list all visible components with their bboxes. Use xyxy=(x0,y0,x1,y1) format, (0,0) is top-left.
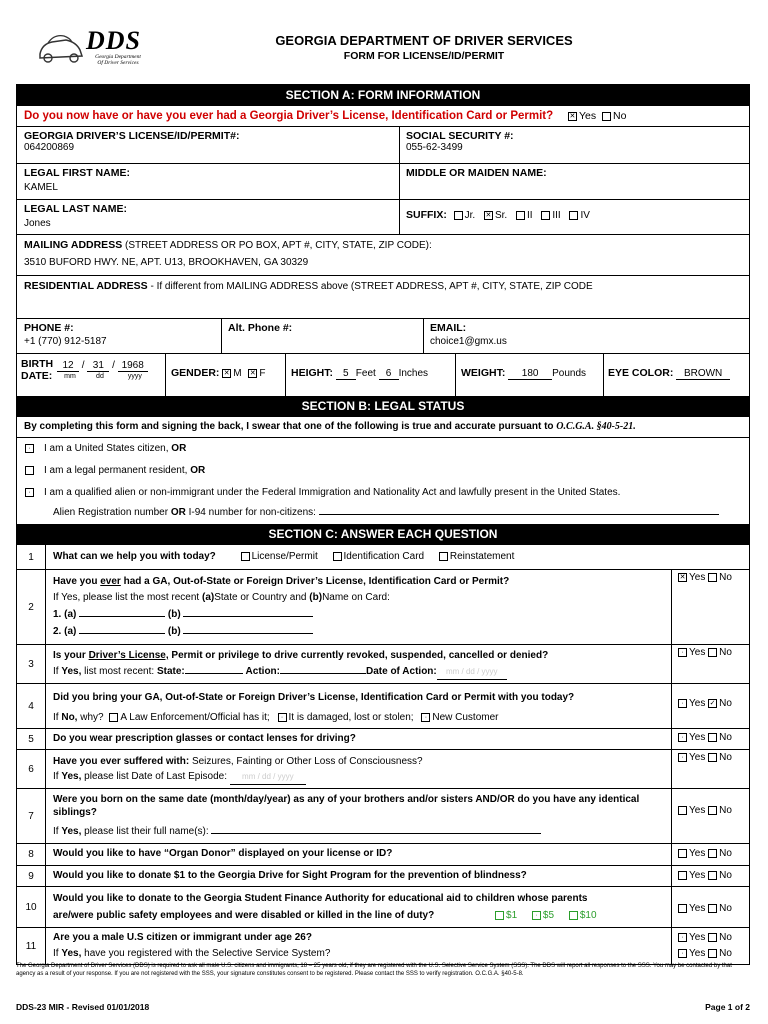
identification-card-checkbox[interactable] xyxy=(333,552,342,561)
first-name-label: LEGAL FIRST NAME: xyxy=(24,167,130,179)
question-10: 10 Would you like to donate to the Georgia Student Finance Authority for educational aid to children whose parents are/were public safety employees and were disabled or killed in the line of duty? $1 · $5 $10 Yes No xyxy=(17,886,749,927)
birth-yyyy[interactable]: 1968 xyxy=(118,360,148,372)
alt-phone-label: Alt. Phone #: xyxy=(228,322,293,334)
question-5 xyxy=(17,728,749,749)
suffix-ii-label: II xyxy=(526,210,533,221)
page-number: Page 1 of 2 xyxy=(705,1002,750,1012)
suffix-iv-checkbox[interactable] xyxy=(569,211,578,220)
suffix-sr-checkbox[interactable]: ✕ xyxy=(485,211,492,219)
phone-label: PHONE #: xyxy=(24,322,74,334)
question-9 xyxy=(17,865,749,886)
alien-registration-label: Alien Registration number xyxy=(53,507,169,518)
q7-no-checkbox[interactable] xyxy=(708,806,717,815)
qualified-alien-option[interactable]: · I am a qualified alien or non-immigrant under the Federal Immigration and Nationality Act and lawfully present in the United States. xyxy=(25,482,749,504)
q7-yes-checkbox[interactable] xyxy=(678,806,687,815)
page-title: GEORGIA DEPARTMENT OF DRIVER SERVICES xyxy=(275,33,573,48)
feet-label: Feet xyxy=(355,368,376,379)
question-8 xyxy=(17,843,749,865)
q11b-no-checkbox[interactable] xyxy=(708,949,717,958)
question-8-answer: Yes No xyxy=(671,844,749,865)
email-field[interactable]: choice1@gmx.us xyxy=(430,336,507,347)
legal-status-options xyxy=(17,437,749,504)
q5-no-checkbox[interactable] xyxy=(708,733,717,742)
q8-no-checkbox[interactable] xyxy=(708,849,717,858)
gender-f-checkbox[interactable]: ✕ xyxy=(249,369,256,377)
ocga-reference: O.C.G.A. §40-5-21. xyxy=(556,421,636,432)
reinstatement-checkbox[interactable] xyxy=(439,552,448,561)
us-citizen-option[interactable]: · I am a United States citizen, OR xyxy=(25,438,749,460)
question-number: 10 xyxy=(17,887,46,927)
dd-hint: dd xyxy=(96,373,104,380)
q4-law-enforcement-checkbox[interactable] xyxy=(109,713,118,722)
question-number: 4 xyxy=(17,684,46,728)
us-citizen-checkbox[interactable]: · xyxy=(25,444,34,453)
q4-damaged-checkbox[interactable]: · xyxy=(278,713,287,722)
weight-label: WEIGHT: xyxy=(461,367,506,379)
q3-state-field[interactable] xyxy=(185,663,243,674)
last-name-field[interactable]: Jones xyxy=(24,218,51,229)
q2-no-checkbox[interactable] xyxy=(708,573,717,582)
logo-text: DDS xyxy=(86,26,142,55)
physical-row xyxy=(17,353,749,396)
ga-license-question-text: Do you now have or have you ever had a Georgia Driver’s License, Identification Card or Permit? xyxy=(24,110,554,122)
page-subtitle: FORM FOR LICENSE/ID/PERMIT xyxy=(343,50,505,62)
height-label: HEIGHT: xyxy=(291,367,333,379)
suffix-ii-checkbox[interactable] xyxy=(516,211,525,220)
q4-yes-checkbox[interactable]: · xyxy=(678,699,687,708)
suffix-iii-checkbox[interactable] xyxy=(541,211,550,220)
page-footer xyxy=(16,1002,750,1012)
logo-subtitle: Georgia Department Of Driver Services xyxy=(95,54,141,66)
gender-f-label: F xyxy=(259,368,266,379)
question-number: 3 xyxy=(17,645,46,683)
q2-yes-checkbox[interactable]: ✕ xyxy=(679,573,686,581)
inches-label: Inches xyxy=(398,368,429,379)
q9-yes-checkbox[interactable] xyxy=(678,871,687,880)
qualified-alien-checkbox[interactable]: · xyxy=(25,488,34,497)
height-inches-field[interactable]: 6 xyxy=(379,368,399,380)
mailing-address-row xyxy=(17,234,749,275)
question-11: 11 Are you a male U.S citizen or immigrant under age 26? If Yes, have you registered with the Selective Service System? · Yes No · Yes No xyxy=(17,927,749,964)
question-5-answer: · Yes No xyxy=(671,729,749,749)
question-number: 8 xyxy=(17,844,46,865)
question-number: 7 xyxy=(17,789,46,843)
donate-10-checkbox[interactable] xyxy=(569,911,578,920)
q2-line2-a-field[interactable] xyxy=(79,623,165,634)
question-number: 6 xyxy=(17,750,46,788)
question-7: 7 Were you born on the same date (month/day/year) as any of your brothers and/or sisters AND/OR do you have any identical siblings? If Yes, please list their full name(s): Yes No xyxy=(17,788,749,843)
question-6: 6 Have you ever suffered with: Seizures, Fainting or Other Loss of Consciousness? If Yes, please list Date of Last Episode: mm / dd / yyyy · Yes No xyxy=(17,749,749,788)
q3-date-field[interactable]: mm / dd / yyyy xyxy=(437,665,507,680)
question-6-answer: · Yes No xyxy=(671,750,749,788)
question-9-text: Would you like to donate $1 to the Georgia Drive for Sight Program for the prevention of blindness? xyxy=(53,870,527,881)
legal-status-intro-text: By completing this form and signing the back, I swear that one of the following is true and accurate pursuant to xyxy=(24,421,554,432)
selective-service-notice: The Georgia Department of Driver Services (DDS) is required to ask all male U.S. citizens and immigrants, 18 – 25 years old, if they are registered with the U.S. Selective Service System (SSS). The DDS will report all responses to the SSS. You may be contacted by that agency as a result of your response. If you are not registered with the SSS, your signature constitutes consent to be registered. Please contact the SSS to verify registration. O.C.G.A. §40-5-8. xyxy=(16,963,732,977)
question-7-text: Were you born on the same date (month/day/year) as any of your brothers and/or sisters AND/OR do you have any identical siblings? xyxy=(53,794,640,818)
ga-license-no-checkbox[interactable] xyxy=(602,112,611,121)
q5-yes-checkbox[interactable]: · xyxy=(678,733,687,742)
last-name-row xyxy=(17,199,749,234)
eye-color-field[interactable]: BROWN xyxy=(676,368,730,380)
permanent-resident-checkbox[interactable] xyxy=(25,466,34,475)
phone-field[interactable]: +1 (770) 912-5187 xyxy=(24,336,107,347)
q6-date-field[interactable]: mm / dd / yyyy xyxy=(230,769,306,785)
question-11-answer: · Yes No · Yes No xyxy=(671,928,749,964)
ga-license-yes-checkbox[interactable]: ✕ xyxy=(569,112,576,120)
q7-names-field[interactable] xyxy=(211,823,541,834)
first-name-field[interactable]: KAMEL xyxy=(24,182,58,193)
question-number: 2 xyxy=(17,570,46,644)
section-b-title: SECTION B: LEGAL STATUS xyxy=(17,396,749,416)
last-name-label: LEGAL LAST NAME: xyxy=(24,203,128,215)
middle-name-label: MIDDLE OR MAIDEN NAME: xyxy=(406,167,547,179)
suffix-jr-checkbox[interactable] xyxy=(454,211,463,220)
suffix-sr-label: Sr. xyxy=(494,210,508,221)
birth-mm[interactable]: 12 xyxy=(57,360,79,372)
pounds-label: Pounds xyxy=(552,368,587,379)
yyyy-hint: yyyy xyxy=(127,373,142,380)
birth-date-field[interactable]: 12 / 31 / 1968 mm dd yyyy xyxy=(57,360,153,380)
weight-field[interactable]: 180 xyxy=(508,368,552,380)
height-feet-field[interactable]: 5 xyxy=(336,368,356,380)
q10-no-checkbox[interactable] xyxy=(708,904,717,913)
q2-line1-a-field[interactable] xyxy=(79,606,165,617)
residential-address-label: RESIDENTIAL ADDRESS xyxy=(24,280,148,292)
email-label: EMAIL: xyxy=(430,322,467,334)
license-permit-checkbox[interactable] xyxy=(241,552,250,561)
suffix-iv-label: IV xyxy=(580,210,590,221)
q11a-no-checkbox[interactable] xyxy=(708,933,717,942)
q6-no-checkbox[interactable] xyxy=(708,753,717,762)
residential-address-hint: - If different from MAILING ADDRESS above (STREET ADDRESS, APT #, CITY, STATE, ZIP CODE xyxy=(150,281,593,292)
eye-color-label: EYE COLOR: xyxy=(608,367,674,379)
gender-m-label: M xyxy=(233,368,242,379)
question-2: 2 Have you ever had a GA, Out-of-State or Foreign Driver’s License, Identification Card or Permit? If Yes, please list the most recent (a)State or Country and (b)Name on Card: 1. (a) (b) 2. (a) (b) ✕ Yes No xyxy=(17,569,749,644)
mailing-address-hint: (STREET ADDRESS OR PO BOX, APT #, CITY, STATE, ZIP CODE): xyxy=(124,240,432,251)
question-number: 5 xyxy=(17,729,46,749)
license-number-field[interactable]: 064200869 xyxy=(24,142,75,153)
mailing-address-field[interactable]: 3510 BUFORD HWY. NE, APT. U13, BROOKHAVEN, GA 30329 xyxy=(24,257,309,268)
alien-registration-row: Alien Registration number OR I-94 number for non-citizens: xyxy=(17,504,749,524)
q8-yes-checkbox[interactable] xyxy=(678,849,687,858)
question-8-text: Would you like to have “Organ Donor” displayed on your license or ID? xyxy=(53,848,393,859)
suffix-jr-label: Jr. xyxy=(464,210,476,221)
suffix-iii-label: III xyxy=(552,210,561,221)
donate-5-checkbox[interactable]: · xyxy=(532,911,541,920)
q4-new-customer-checkbox[interactable]: · xyxy=(421,713,430,722)
yes-label: Yes xyxy=(578,110,597,122)
q11a-yes-checkbox[interactable]: · xyxy=(678,933,687,942)
q3-yes-checkbox[interactable]: · xyxy=(678,648,687,657)
q9-no-checkbox[interactable] xyxy=(708,871,717,880)
q3-no-checkbox[interactable] xyxy=(708,648,717,657)
q10-yes-checkbox[interactable] xyxy=(678,904,687,913)
q6-yes-checkbox[interactable]: · xyxy=(678,753,687,762)
suffix-label: SUFFIX: xyxy=(406,209,447,221)
question-1: 1 What can we help you with today? License/Permit Identification Card Reinstatement xyxy=(17,544,749,569)
question-10-answer: Yes No xyxy=(671,887,749,927)
gender-m-checkbox[interactable]: ✕ xyxy=(223,369,230,377)
alien-registration-field[interactable] xyxy=(319,504,719,515)
ssn-field[interactable]: 055-62-3499 xyxy=(406,142,463,153)
license-number-label: GEORGIA DRIVER’S LICENSE/ID/PERMIT#: xyxy=(24,130,240,142)
birth-date-label: BIRTH DATE: xyxy=(21,358,54,382)
ga-license-question xyxy=(17,105,749,126)
permanent-resident-option[interactable]: I am a legal permanent resident, OR xyxy=(25,460,749,482)
license-ssn-row xyxy=(17,126,749,163)
residential-address-row xyxy=(17,275,749,318)
q4-no-checkbox[interactable]: ✓ xyxy=(709,699,716,707)
section-a-title: SECTION A: FORM INFORMATION xyxy=(17,85,749,105)
mailing-address-label: MAILING ADDRESS xyxy=(24,239,123,251)
question-3-answer: · Yes No xyxy=(671,645,749,683)
mm-hint: mm xyxy=(64,373,76,380)
question-1-text: What can we help you with today? xyxy=(53,551,216,562)
question-4: 4 Did you bring your GA, Out-of-State or Foreign Driver’s License, Identification Card or Permit with you today? If No, why? A Law Enforcement/Official has it; · It is damaged, lost or stolen; · New Customer · Yes ✓ No xyxy=(17,683,749,728)
question-2-answer: ✕ Yes No xyxy=(671,570,749,644)
q11b-yes-checkbox[interactable]: · xyxy=(678,949,687,958)
donate-1-checkbox[interactable] xyxy=(495,911,504,920)
birth-dd[interactable]: 31 xyxy=(87,360,109,372)
question-4-answer: · Yes ✓ No xyxy=(671,684,749,728)
legal-status-intro xyxy=(17,416,749,437)
question-3: 3 Is your Driver’s License, Permit or privilege to drive currently revoked, suspended, cancelled or denied? If Yes, list most recent: State: Action: Date of Action: mm / dd / yyyy · Yes No xyxy=(17,644,749,683)
q2-line1-b-field[interactable] xyxy=(183,606,313,617)
question-9-answer: Yes No xyxy=(671,866,749,886)
question-4-text: Did you bring your GA, Out-of-State or Foreign Driver’s License, Identification Card or Permit with you today? xyxy=(53,692,575,703)
form-id: DDS-23 MIR - Revised 01/01/2018 xyxy=(16,1002,150,1012)
gender-label: GENDER: xyxy=(171,367,220,379)
no-label: No xyxy=(613,110,627,122)
phone-row xyxy=(17,318,749,353)
form xyxy=(16,84,750,965)
ssn-label: SOCIAL SECURITY #: xyxy=(406,130,514,142)
section-c-title: SECTION C: ANSWER EACH QUESTION xyxy=(17,524,749,544)
question-number: 11 xyxy=(17,928,46,964)
question-number: 1 xyxy=(17,545,46,569)
q2-line2-b-field[interactable] xyxy=(183,623,313,634)
question-7-answer: Yes No xyxy=(671,789,749,843)
name-row xyxy=(17,163,749,199)
q3-action-field[interactable] xyxy=(280,663,366,674)
question-5-text: Do you wear prescription glasses or contact lenses for driving? xyxy=(53,733,356,744)
question-number: 9 xyxy=(17,866,46,886)
